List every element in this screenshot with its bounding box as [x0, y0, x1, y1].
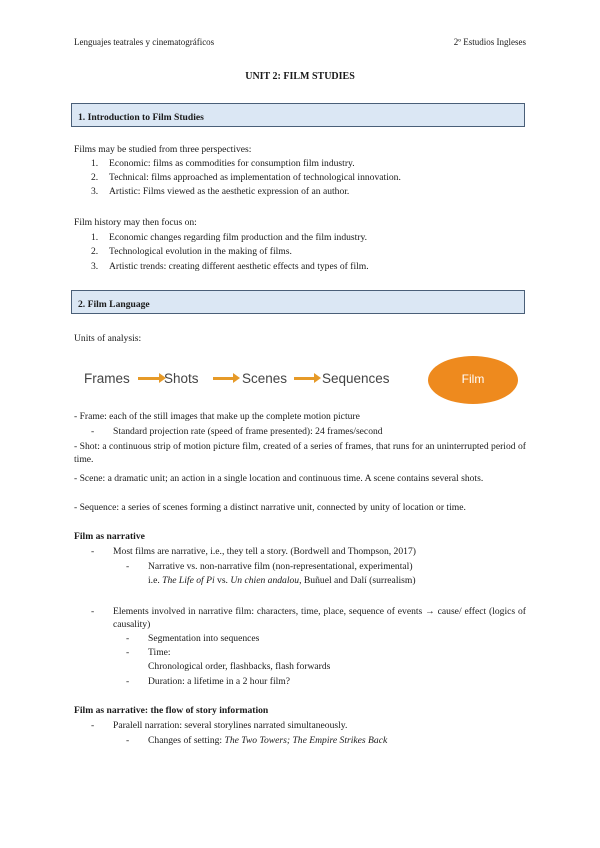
- list-item: [91, 172, 401, 183]
- units-diagram: [84, 356, 524, 404]
- section-heading-film-language: 2. Film Language: [71, 290, 525, 314]
- list-item: - Paralell narration: several storylines narrated simultaneously.: [91, 720, 348, 731]
- list-item: - Duration: a lifetime in a 2 hour film?: [126, 676, 290, 687]
- time-text: Time:: [148, 647, 171, 658]
- header-course: Lenguajes teatrales y cinematográficos: [74, 37, 215, 47]
- arrow-icon: [213, 377, 235, 380]
- frame-rate-text: Standard projection rate (speed of frame presented): 24 frames/second: [113, 426, 383, 437]
- header-program: 2º Estudios Ingleses: [453, 37, 526, 47]
- elements-text: Elements involved in narrative film: characters, time, place, sequence of events → cause/ effect (logics of causality): [113, 606, 526, 630]
- list-item: - Elements involved in narrative film: characters, time, place, sequence of events → cause/ effect (logics of causality): [91, 606, 526, 630]
- list-text: Economic: films as commodities for consumption film industry.: [109, 158, 355, 169]
- segmentation-text: Segmentation into sequences: [148, 633, 260, 644]
- list-item: - Time:: [126, 647, 171, 658]
- arrow-icon: [294, 377, 316, 380]
- frame-definition: - Frame: each of the still images that make up the complete motion picture: [74, 411, 360, 422]
- changes-film-titles: The Two Towers; The Empire Strikes Back: [224, 735, 388, 746]
- list-item: [91, 158, 355, 169]
- list-text: Artistic: Films viewed as the aesthetic expression of an author.: [109, 186, 350, 197]
- diagram-scenes: Scenes: [242, 371, 288, 386]
- list-number: 1.: [91, 232, 99, 243]
- flow-heading: Film as narrative: the flow of story information: [74, 705, 269, 716]
- list-number: 1.: [91, 158, 99, 169]
- sequence-definition: - Sequence: a series of scenes forming a distinct narrative unit, connected by unity of location or time.: [74, 502, 466, 513]
- list-item: [91, 261, 369, 272]
- section-heading-introduction: 1. Introduction to Film Studies: [71, 103, 525, 127]
- scene-definition: - Scene: a dramatic unit; an action in a single location and continuous time. A scene contains several shots.: [74, 473, 484, 484]
- diagram-sequences: Sequences: [322, 371, 390, 386]
- diagram-shots: Shots: [164, 371, 199, 386]
- list-item: - Changes of setting: The Two Towers; The Empire Strikes Back: [126, 735, 388, 746]
- most-films-text: Most films are narrative, i.e., they tell a story. (Bordwell and Thompson, 2017): [113, 546, 416, 557]
- frame-rate-item: - Standard projection rate (speed of frame presented): 24 frames/second: [91, 426, 383, 437]
- list-item: [91, 232, 367, 243]
- list-item: - Narrative vs. non-narrative film (non-representational, experimental): [126, 561, 413, 572]
- page-title: UNIT 2: FILM STUDIES: [245, 71, 355, 82]
- example-vs: vs.: [214, 575, 231, 586]
- duration-text: Duration: a lifetime in a 2 hour film?: [148, 676, 290, 687]
- list-text: Economic changes regarding film production and the film industry.: [109, 232, 368, 243]
- list-item: - Segmentation into sequences: [126, 633, 260, 644]
- units-of-analysis-label: Units of analysis:: [74, 333, 142, 344]
- list-text: Technological evolution in the making of films.: [109, 246, 292, 257]
- diagram-film-ellipse: Film: [428, 356, 518, 404]
- film-title-un-chien-andalou: Un chien andalou: [230, 575, 300, 586]
- list-text: Artistic trends: creating different aesthetic effects and types of film.: [109, 261, 369, 272]
- list-item: [91, 186, 349, 197]
- changes-prefix: Changes of setting:: [148, 735, 225, 746]
- perspectives-intro: Films may be studied from three perspectives:: [74, 144, 252, 155]
- example-suffix: , Buñuel and Dalí (surrealism): [299, 575, 416, 586]
- film-title-life-of-pi: The Life of Pi: [162, 575, 215, 586]
- narrative-vs-text: Narrative vs. non-narrative film (non-representational, experimental): [148, 561, 413, 572]
- chronology-text: Chronological order, flashbacks, flash forwards: [148, 661, 331, 672]
- list-text: Technical: films approached as implementation of technological innovation.: [109, 172, 401, 183]
- list-item: [91, 246, 292, 257]
- narrative-example: [148, 575, 416, 586]
- shot-definition: - Shot: a continuous strip of motion picture film, created of a series of frames, that runs for an uninterrupted period of time.: [74, 441, 526, 465]
- arrow-icon: [138, 377, 161, 380]
- list-number: 3.: [91, 261, 99, 272]
- list-number: 2.: [91, 172, 99, 183]
- diagram-frames: Frames: [84, 371, 130, 386]
- history-intro: Film history may then focus on:: [74, 217, 197, 228]
- list-number: 2.: [91, 246, 99, 257]
- list-number: 3.: [91, 186, 99, 197]
- parallel-text: Paralell narration: several storylines narrated simultaneously.: [113, 720, 348, 731]
- example-prefix: i.e.: [148, 575, 163, 586]
- narrative-heading: Film as narrative: [74, 531, 145, 542]
- list-item: - Most films are narrative, i.e., they tell a story. (Bordwell and Thompson, 2017): [91, 546, 416, 557]
